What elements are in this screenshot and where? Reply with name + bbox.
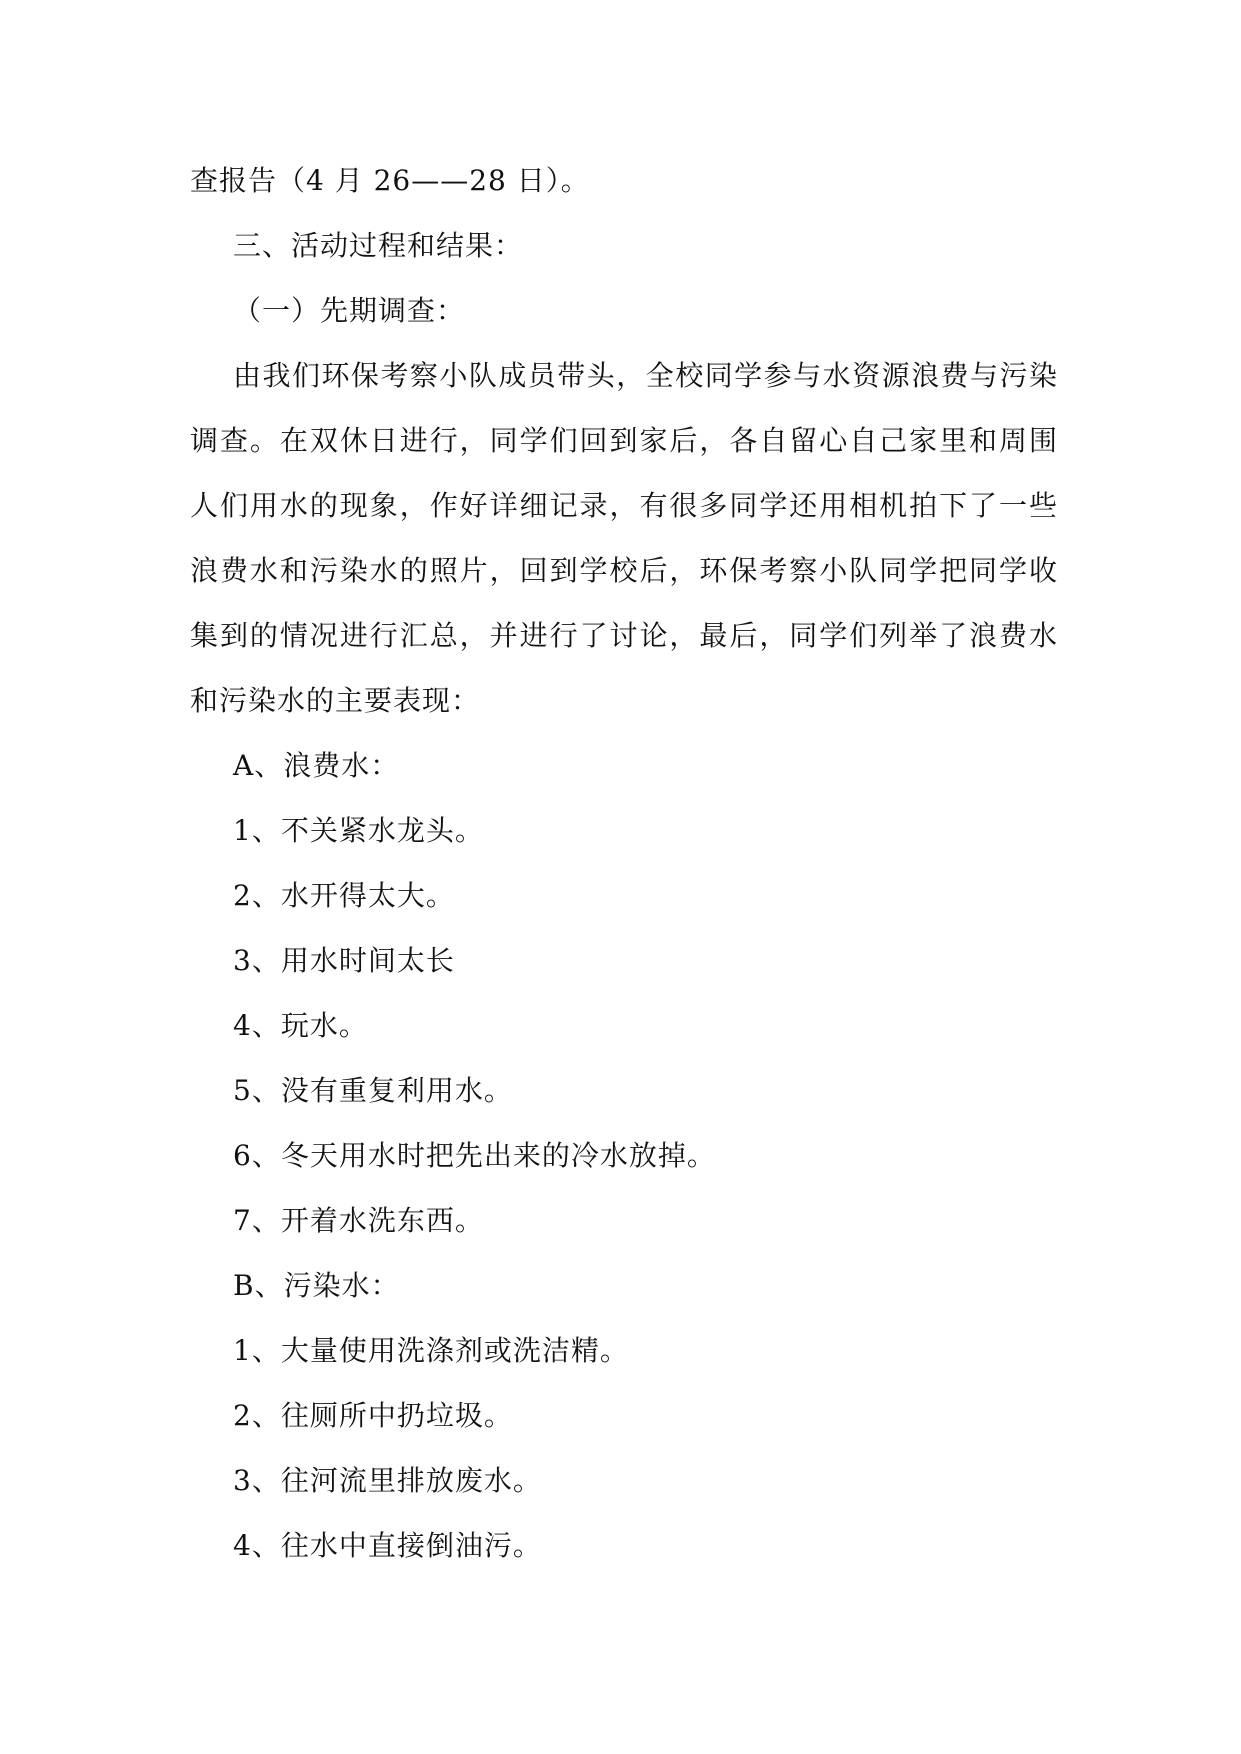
waste-item: 5、没有重复利用水。 — [233, 1074, 513, 1107]
document-body — [190, 148, 1058, 1578]
continuation-line: 查报告（4 月 26——28 日）。 — [190, 164, 590, 197]
survey-paragraph: 由我们环保考察小队成员带头，全校同学参与水资源浪费与污染调查。在双休日进行，同学们回到家后，各自留心自己家里和周围人们用水的现象，作好详细记录，有很多同学还用相机拍下了一些浪费水和污染水的照片，回到学校后，环保考察小队同学把同学收集到的情况进行汇总，并进行了讨论，最后，同学们列举了浪费水和污染水的主要表现： — [190, 359, 1058, 717]
waste-item: 6、冬天用水时把先出来的冷水放掉。 — [233, 1139, 716, 1172]
waste-item: 2、水开得太大。 — [233, 879, 455, 912]
waste-item: 3、用水时间太长 — [233, 944, 455, 977]
pollution-item: 2、往厕所中扔垃圾。 — [233, 1399, 513, 1432]
pollution-heading: B、污染水： — [233, 1269, 400, 1302]
waste-heading: A、浪费水： — [233, 749, 400, 782]
subsection-one-heading: （一）先期调查： — [233, 294, 466, 327]
waste-item: 4、玩水。 — [233, 1009, 368, 1042]
pollution-item: 1、大量使用洗涤剂或洗洁精。 — [233, 1334, 629, 1367]
waste-item: 7、开着水洗东西。 — [233, 1204, 484, 1237]
section-three-heading: 三、活动过程和结果： — [233, 229, 524, 262]
pollution-item: 4、往水中直接倒油污。 — [233, 1529, 542, 1562]
waste-item: 1、不关紧水龙头。 — [233, 814, 484, 847]
pollution-item: 3、往河流里排放废水。 — [233, 1464, 542, 1497]
